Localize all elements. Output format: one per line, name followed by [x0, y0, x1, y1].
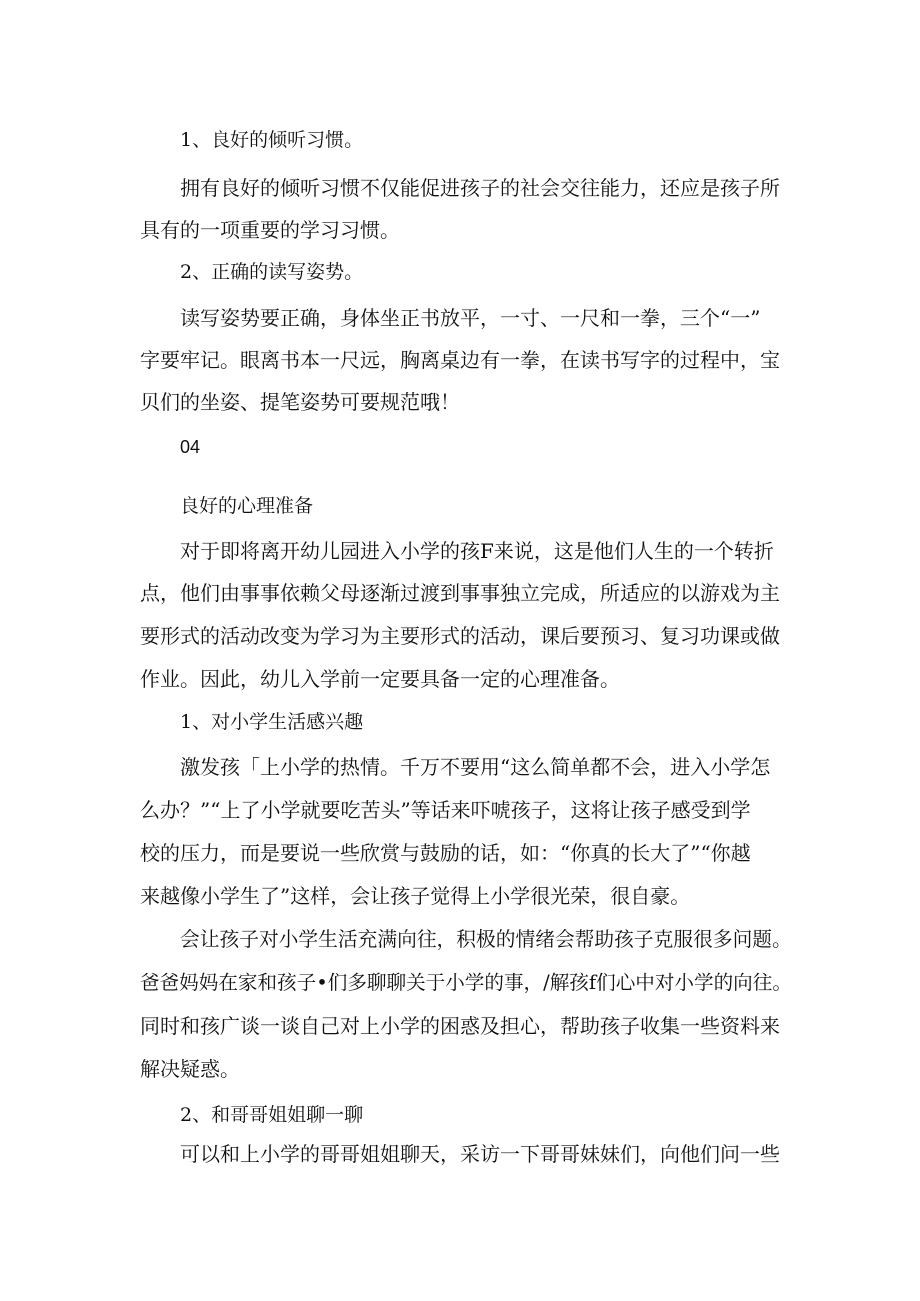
paragraph-line: 对于即将离开幼儿园进入小学的孩F来说，这是他们人生的一个转折 [180, 539, 774, 563]
paragraph-line: 拥有良好的倾听习惯不仅能促进孩子的社会交往能力，还应是孩子所 [180, 176, 780, 200]
paragraph-line: 同时和孩广谈一谈自己对上小学的困惑及担心，帮助孩子收集一些资料来 [140, 1014, 780, 1038]
section-number: 04 [180, 437, 201, 457]
item-heading-siblings: 2、和哥哥姐姐聊一聊 [180, 1104, 364, 1126]
paragraph-line: 读写姿势要正确，身体坐正书放平，一寸、一尺和一拳，三个“一” [180, 306, 761, 330]
paragraph-line: 要形式的活动改变为学习为主要形式的活动，课后要预习、复习功课或做 [140, 624, 780, 648]
item-heading-posture: 2、正确的读写姿势。 [180, 261, 364, 283]
paragraph-line: 会让孩子对小学生活充满向往，积极的情绪会帮助孩子克服很多问题。 [180, 928, 792, 951]
paragraph-line: 么办？”“上了小学就要吃苦头”等话来吓唬孩子，这将让孩子感受到学 [140, 798, 751, 822]
section-heading: 良好的心理准备 [180, 495, 314, 517]
paragraph-line: 爸爸妈妈在家和孩子•们多聊聊关于小学的事，/解孩f们心中对小学的向往。 [140, 971, 792, 994]
paragraph-line: 作业。因此，幼儿入学前一定要具备一定的心理准备。 [140, 667, 620, 691]
item-heading-interest: 1、对小学生活感兴趣 [180, 711, 364, 733]
paragraph-line: 来越像小学生了”这样，会让孩子觉得上小学很光荣，很自豪。 [140, 884, 691, 908]
paragraph-line: 可以和上小学的哥哥姐姐聊天，采访一下哥哥妹妹们，向他们问一些 [180, 1142, 780, 1166]
item-heading-listening: 1、良好的倾听习惯。 [180, 129, 364, 151]
paragraph-line: 贝们的坐姿、提笔姿势可要规范哦！ [140, 390, 460, 414]
paragraph-line: 激发孩「上小学的热情。千万不要用“这么简单都不会，进入小学怎 [180, 755, 771, 779]
paragraph-line: 校的压力，而是要说一些欣赏与鼓励的话，如：“你真的长大了”“你越 [140, 841, 751, 865]
paragraph-line: 字要牢记。眼离书本一尺远，胸离桌边有一拳，在读书写字的过程中，宝 [140, 348, 780, 372]
paragraph-line: 解决疑惑。 [140, 1057, 240, 1081]
paragraph-line: 点，他们由事事依赖父母逐渐过渡到事事独立完成，所适应的以游戏为主 [140, 581, 780, 605]
paragraph-line: 具有的一项重要的学习习惯。 [140, 218, 400, 242]
